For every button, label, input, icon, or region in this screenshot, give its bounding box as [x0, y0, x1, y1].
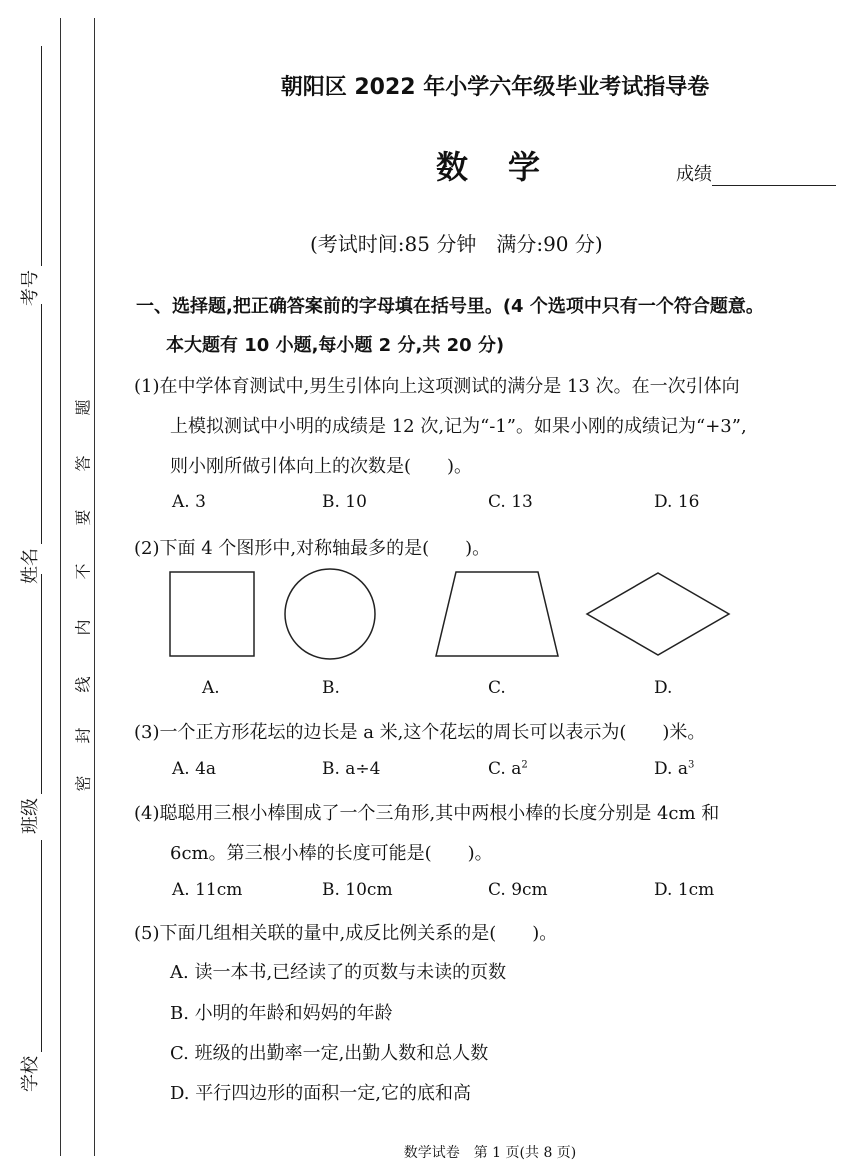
exam-title: 朝阳区 2022 年小学六年级毕业考试指导卷 — [280, 75, 710, 100]
score-blank[interactable] — [712, 167, 836, 186]
q4-option-c[interactable]: C. 9cm — [488, 880, 548, 900]
rhombus-shape — [587, 573, 729, 655]
exam-number-label: 考号 — [20, 270, 41, 306]
school-field[interactable] — [16, 840, 42, 1092]
page-footer: 数学试卷 第 1 页(共 8 页) — [403, 1145, 577, 1161]
q3-option-d[interactable] — [654, 759, 694, 779]
seal-char: 题 — [73, 399, 93, 416]
seal-char: 答 — [73, 455, 93, 472]
q3-option-d-text: D. a — [654, 759, 688, 779]
q2-option-a[interactable]: A. — [202, 678, 220, 698]
q1-option-c[interactable]: C. 13 — [488, 492, 533, 512]
q3-option-a[interactable]: A. 4a — [172, 759, 217, 779]
q1-option-b[interactable]: B. 10 — [322, 492, 367, 512]
binding-line-outer — [60, 18, 61, 1156]
square-shape — [170, 572, 254, 656]
name-field[interactable] — [16, 304, 42, 584]
q2-option-c[interactable]: C. — [488, 678, 506, 698]
seal-char: 封 — [73, 727, 93, 744]
q1-line1: (1)在中学体育测试中,男生引体向上这项测试的满分是 13 次。在一次引体向 — [134, 376, 740, 397]
q4-option-d[interactable]: D. 1cm — [654, 880, 715, 900]
score-field[interactable] — [676, 160, 836, 186]
q3-line1: (3)一个正方形花坛的边长是 a 米,这个花坛的周长可以表示为( )米。 — [134, 722, 706, 743]
q1-option-d[interactable]: D. 16 — [654, 492, 700, 512]
q2-option-d[interactable]: D. — [654, 678, 673, 698]
q3-option-c[interactable] — [488, 759, 528, 779]
q3-option-b[interactable]: B. a÷4 — [322, 759, 381, 779]
section-heading-line1: 一、选择题,把正确答案前的字母填在括号里。(4 个选项中只有一个符合题意。 — [136, 296, 764, 317]
q1-line2: 上模拟测试中小明的成绩是 12 次,记为“-1”。如果小刚的成绩记为“+3”, — [170, 416, 747, 437]
seal-char: 线 — [73, 676, 93, 693]
binding-line-inner — [94, 18, 95, 1156]
q4-option-a[interactable]: A. 11cm — [172, 880, 243, 900]
class-label: 班级 — [20, 798, 41, 834]
q5-line1: (5)下面几组相关联的量中,成反比例关系的是( )。 — [134, 923, 558, 944]
q2-option-b[interactable]: B. — [322, 678, 340, 698]
trapezoid-shape — [436, 572, 558, 656]
q4-line1: (4)聪聪用三根小棒围成了一个三角形,其中两根小棒的长度分别是 4cm 和 — [134, 803, 720, 824]
exam-info: (考试时间:85 分钟 满分:90 分) — [310, 232, 603, 256]
circle-shape — [285, 569, 375, 659]
score-label: 成绩 — [676, 164, 712, 185]
q1-line3: 则小刚所做引体向上的次数是( )。 — [170, 456, 473, 477]
school-label: 学校 — [20, 1056, 41, 1092]
class-field[interactable] — [16, 574, 42, 834]
subject-title: 数学 — [436, 148, 581, 186]
q4-option-b[interactable]: B. 10cm — [322, 880, 393, 900]
section-heading-line2: 本大题有 10 小题,每小题 2 分,共 20 分) — [166, 335, 505, 356]
q5-option-a[interactable]: A. 读一本书,已经读了的页数与未读的页数 — [170, 962, 507, 983]
q5-option-d[interactable]: D. 平行四边形的面积一定,它的底和高 — [170, 1083, 471, 1104]
q3-option-c-text: C. a — [488, 759, 522, 779]
seal-char: 要 — [73, 509, 93, 526]
seal-char: 内 — [73, 619, 93, 636]
q1-option-a[interactable]: A. 3 — [172, 492, 206, 512]
q2-figures — [160, 566, 740, 666]
q2-line1: (2)下面 4 个图形中,对称轴最多的是( )。 — [134, 538, 491, 559]
q3-option-d-exponent: 3 — [687, 759, 695, 771]
name-label: 姓名 — [20, 548, 41, 584]
seal-char: 不 — [73, 563, 93, 580]
q3-option-c-exponent: 2 — [521, 759, 528, 771]
q5-option-c[interactable]: C. 班级的出勤率一定,出勤人数和总人数 — [170, 1043, 489, 1064]
q4-line2: 6cm。第三根小棒的长度可能是( )。 — [170, 843, 493, 864]
seal-char: 密 — [73, 775, 93, 792]
q5-option-b[interactable]: B. 小明的年龄和妈妈的年龄 — [170, 1003, 393, 1024]
